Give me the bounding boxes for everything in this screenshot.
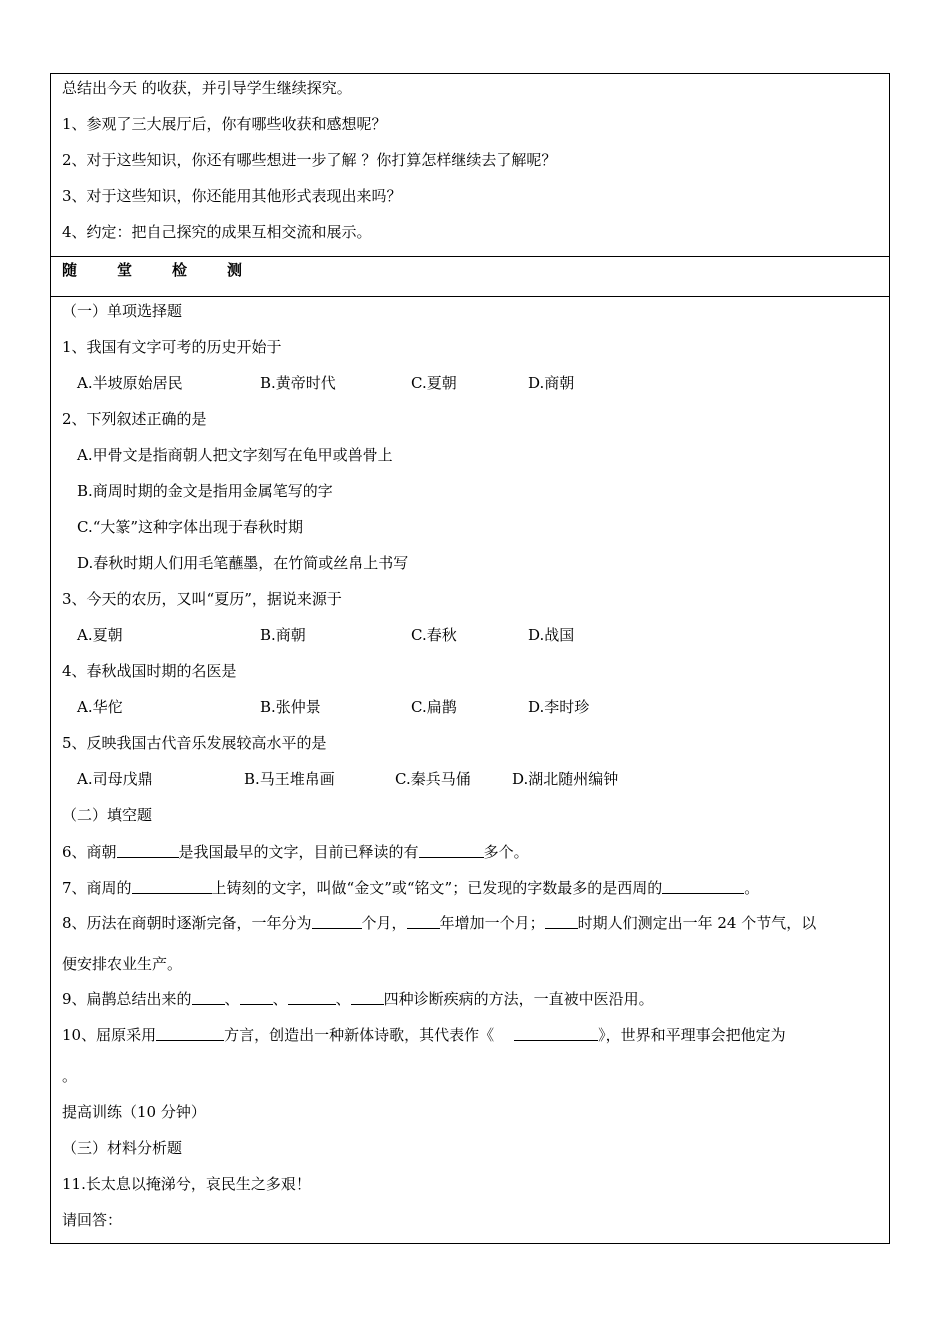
answer-blank[interactable]: [117, 842, 179, 858]
fill-question-continued: 便安排农业生产。: [62, 955, 183, 973]
material-quote: 11.长太息以掩涕兮，哀民生之多艰！: [62, 1175, 311, 1193]
question-stem: 3、今天的农历，又叫“夏历”，据说来源于: [62, 590, 342, 608]
answer-blank[interactable]: [312, 913, 362, 929]
answer-blank[interactable]: [662, 878, 744, 894]
answer-blank[interactable]: [419, 842, 484, 858]
option-d: D.湖北随州编钟: [512, 770, 619, 788]
option-d: D.春秋时期人们用毛笔蘸墨，在竹简或丝帛上书写: [77, 554, 409, 572]
option-d: D.李时珍: [528, 698, 590, 716]
option-a: A.甲骨文是指商朝人把文字刻写在龟甲或兽骨上: [77, 446, 393, 464]
heading-char: 检: [172, 261, 188, 279]
option-d: D.战国: [528, 626, 575, 644]
option-b: B.商周时期的金文是指用金属笔写的字: [77, 482, 333, 500]
summary-line: 总结出今天 的收获，并引导学生继续探究。: [62, 79, 352, 97]
fill-question-continued: 。: [62, 1067, 78, 1085]
question-stem: 2、下列叙述正确的是: [62, 410, 207, 428]
question-text: 7、商周的: [62, 879, 132, 897]
answer-blank[interactable]: [132, 878, 212, 894]
option-c: C.扁鹊: [411, 698, 457, 716]
option-b: B.黄帝时代: [260, 374, 336, 392]
question-text: 四种诊断疾病的方法，一直被中医沿用。: [383, 990, 654, 1008]
answer-blank[interactable]: [545, 913, 578, 929]
option-c: C.春秋: [411, 626, 457, 644]
question-text: 6、商朝: [62, 843, 117, 861]
section-heading: [62, 260, 282, 280]
fill-question: [62, 842, 529, 862]
option-b: B.商朝: [260, 626, 306, 644]
heading-char: 堂: [117, 261, 133, 279]
fill-question: [62, 1025, 786, 1045]
table-frame: [50, 73, 890, 1244]
answer-blank[interactable]: [407, 913, 440, 929]
answer-blank[interactable]: [192, 989, 225, 1005]
answer-blank[interactable]: [514, 1025, 598, 1041]
question-text: 上铸刻的文字，叫做“金文”或“铭文”；已发现的字数最多的是西周的: [211, 879, 663, 897]
row-divider: [50, 296, 890, 297]
question-stem: 4、春秋战国时期的名医是: [62, 662, 237, 680]
question-text: 、: [224, 990, 240, 1008]
question-text: 是我国最早的文字，目前已释读的有: [178, 843, 419, 861]
question-text: 方言，创造出一种新体诗歌，其代表作《: [224, 1026, 495, 1044]
question-text: 8、历法在商朝时逐渐完备，一年分为: [62, 914, 312, 932]
fill-question: [62, 989, 654, 1009]
option-a: A.司母戊鼎: [77, 770, 153, 788]
reflection-question: 2、对于这些知识，你还有哪些想进一步了解 ？你打算怎样继续去了解呢？: [62, 151, 557, 169]
option-c: C.秦兵马俑: [395, 770, 471, 788]
answer-blank[interactable]: [240, 989, 273, 1005]
answer-blank[interactable]: [156, 1025, 224, 1041]
heading-char: 测: [227, 261, 243, 279]
option-b: B.马王堆帛画: [244, 770, 335, 788]
question-text: 时期人们测定出一年 24 个节气，以: [577, 914, 817, 932]
training-label: 提高训练（10 分钟）: [62, 1103, 206, 1121]
option-d: D.商朝: [528, 374, 575, 392]
answer-blank[interactable]: [351, 989, 384, 1005]
question-stem: 5、反映我国古代音乐发展较高水平的是: [62, 734, 327, 752]
question-text: 10、屈原采用: [62, 1026, 157, 1044]
option-c: C.夏朝: [411, 374, 457, 392]
question-stem: 1、我国有文字可考的历史开始于: [62, 338, 282, 356]
question-text: 个月，: [361, 914, 407, 932]
option-a: A.夏朝: [77, 626, 123, 644]
option-a: A.华佗: [77, 698, 123, 716]
question-text: 。: [744, 879, 760, 897]
reflection-question: 3、对于这些知识，你还能用其他形式表现出来吗？: [62, 187, 402, 205]
option-c: C.“大篆”这种字体出现于春秋时期: [77, 518, 304, 536]
question-text: 9、扁鹊总结出来的: [62, 990, 192, 1008]
question-text: 、: [272, 990, 288, 1008]
part-title: （二）填空题: [62, 806, 153, 824]
part-title: （一）单项选择题: [62, 302, 183, 320]
option-b: B.张仲景: [260, 698, 321, 716]
reflection-question: 4、约定：把自己探究的成果互相交流和展示。: [62, 223, 372, 241]
question-text: 》，世界和平理事会把他定为: [598, 1026, 786, 1044]
question-text: 年增加一个月；: [439, 914, 545, 932]
heading-char: 随: [62, 261, 78, 279]
row-divider: [50, 256, 890, 257]
fill-question: [62, 913, 816, 933]
answer-blank[interactable]: [288, 989, 336, 1005]
option-a: A.半坡原始居民: [77, 374, 183, 392]
question-text: 多个。: [483, 843, 529, 861]
reflection-question: 1、参观了三大展厅后，你有哪些收获和感想呢？: [62, 115, 387, 133]
part-title: （三）材料分析题: [62, 1139, 183, 1157]
fill-question: [62, 878, 759, 898]
question-text: 、: [335, 990, 351, 1008]
answer-prompt: 请回答：: [62, 1211, 123, 1229]
